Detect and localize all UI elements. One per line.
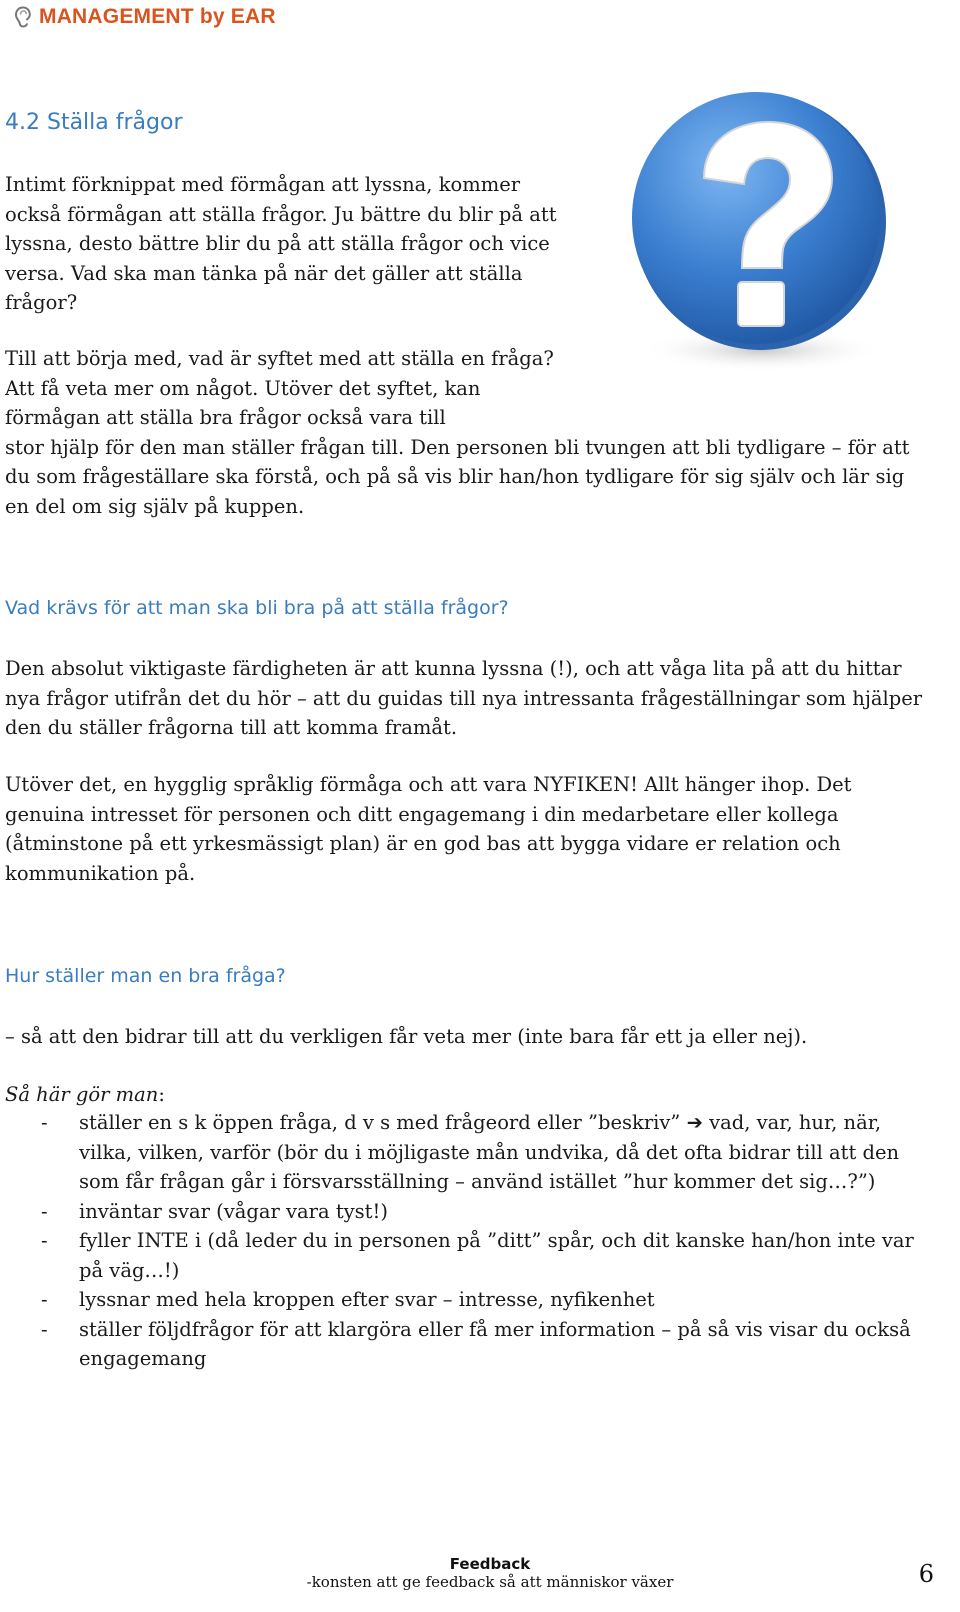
list-dash: - [41,1229,48,1252]
list-item-1-text-b: vad, var, hur, när, vilka, vilken, varför (bör du i möjligaste mån undvika, då det ofta bidrar till att den som får frågan går i försvarsställning – använd istället ”hur kommer det sig…?”) [79,1111,900,1193]
page-number: 6 [918,1560,934,1588]
list-item [5,1315,935,1374]
requirements-paragraph-1: Den absolut viktigaste färdigheten är att kunna lyssna (!), och att våga lita på att du hittar nya frågor utifrån det du hör – att du guidas till nya intressanta frågeställningar som hjälper den du ställer frågorna till att komma framåt. [5,657,923,739]
subheading-how-to-ask: Hur ställer man en bra fråga? [5,965,286,987]
list-dash: - [41,1317,48,1341]
intro-paragraph-1: Intimt förknippat med förmågan att lyssna, kommer också förmågan att ställa frågor. Ju bättre du blir på att lyssna, desto bättre blir du på att ställa frågor och vice versa. Vad ska man tänka på när det gäller att ställa frågor? [5,173,557,314]
list-dash: - [41,1288,48,1311]
how-to-label-colon: : [158,1083,165,1106]
subheading-requirements: Vad krävs för att man ska bli bra på att ställa frågor? [5,597,509,619]
list-item-5-text: ställer följdfrågor för att klargöra eller få mer information – på så vis visar du också engagemang [79,1317,911,1370]
how-to-label [5,1080,930,1110]
question-mark-icon [612,82,902,382]
list-item-1-text-a: ställer en s k öppen fråga, d v s med frågeord eller ”beskriv” [79,1111,687,1134]
intro-paragraph-2 [5,344,930,521]
footer-title: Feedback [449,1555,531,1573]
section-title: 4.2 Ställa frågor [5,110,183,135]
ear-logo-icon [14,6,32,28]
list-item [5,1285,935,1315]
intro-paragraph-2-part-a: Till att börja med, vad är syftet med att ställa en fråga? Att få veta mer om något. Utöver det syftet, kan förmågan att ställa bra frågor också vara till [5,347,554,429]
list-dash: - [41,1111,48,1134]
list-item [5,1197,935,1227]
list-item-4-text: lyssnar med hela kroppen efter svar – intresse, nyfikenhet [79,1288,655,1311]
intro-paragraph-2-part-b: stor hjälp för den man ställer frågan till. Den personen bli tvungen att bli tydligare – för att du som frågeställare ska förstå, och på så vis blir han/hon tydligare för sig själv och lär sig en del om sig själv på kuppen. [5,435,910,518]
list-item-2-text: inväntar svar (vågar vara tyst!) [79,1199,388,1223]
logo-text: MANAGEMENT by EAR [39,5,276,28]
how-to-list [5,1108,935,1374]
list-item-3-text: fyller INTE i (då leder du in personen på ”ditt” spår, och dit kanske han/hon inte var på väg…!) [79,1229,914,1282]
arrow-right-icon: ➔ [686,1111,703,1134]
how-to-label-text: Så här gör man [5,1083,159,1106]
list-item [5,1226,935,1285]
footer-subtitle: -konsten att ge feedback så att människor växer [306,1573,674,1591]
list-item [5,1108,935,1197]
how-to-intro: – så att den bidrar till att du verkligen får veta mer (inte bara får ett ja eller nej). [5,1025,808,1048]
page-footer [0,1555,960,1591]
list-dash: - [41,1199,48,1223]
page-header [14,5,276,29]
requirements-paragraph-2: Utöver det, en hygglig språklig förmåga och att vara NYFIKEN! Allt hänger ihop. Det genuina intresset för personen och ditt engagemang i din medarbetare eller kollega (åtminstone på ett yrkesmässigt plan) är en god bas att bygga vidare er relation och kommunikation på. [5,773,852,885]
